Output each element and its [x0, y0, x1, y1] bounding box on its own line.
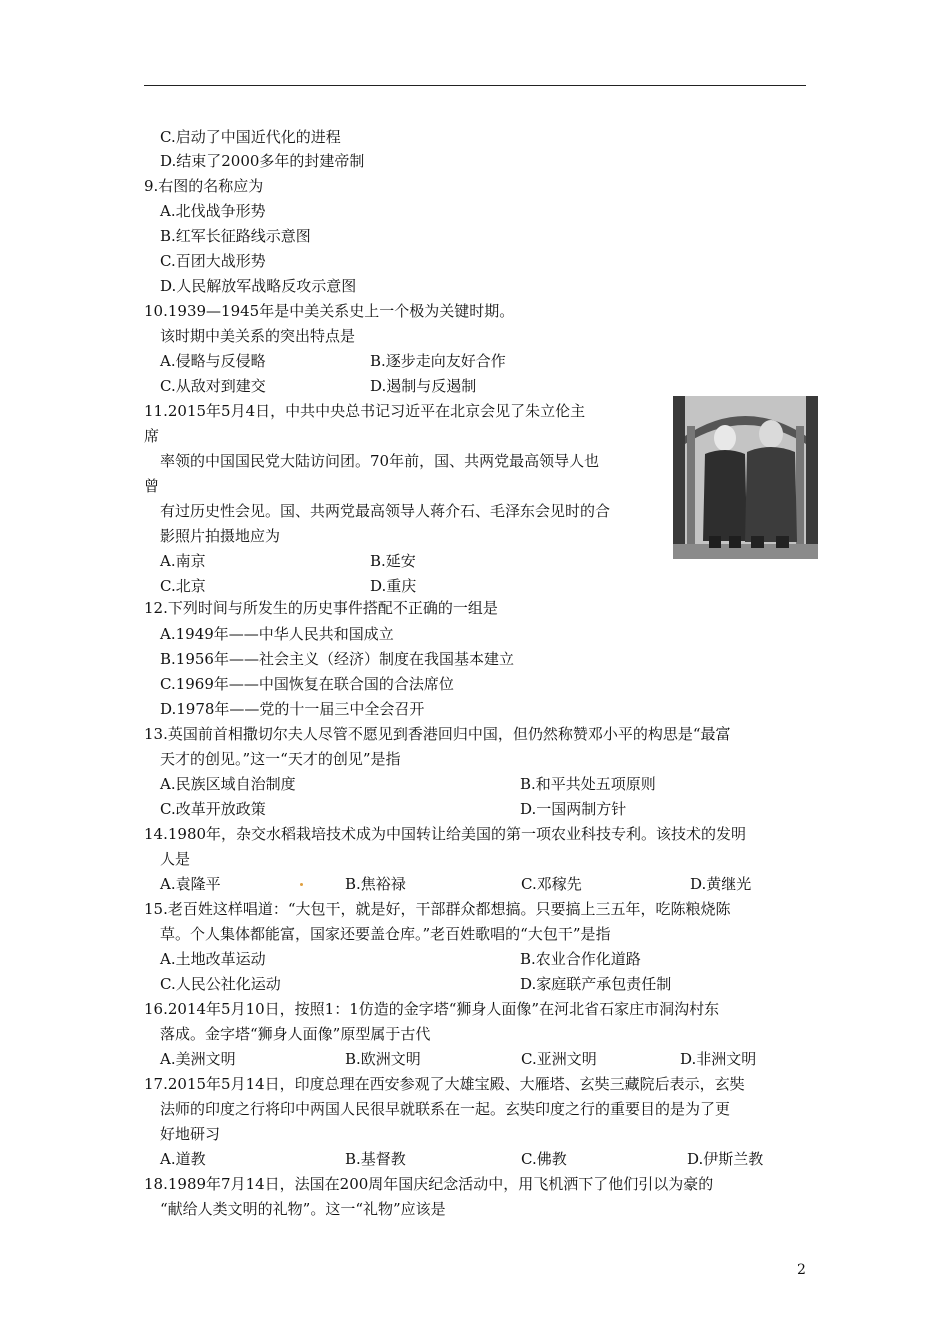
- option-9c: C.百团大战形势: [160, 252, 266, 270]
- question-14-line2: 人是: [160, 850, 191, 868]
- option-10d: D.遏制与反遏制: [370, 377, 477, 395]
- photo-image: [673, 396, 818, 559]
- question-10: 10.1939—1945年是中美关系史上一个极为关键时期。: [144, 302, 515, 320]
- option-13a: A.民族区域自治制度: [160, 775, 296, 793]
- question-9: 9.右图的名称应为: [144, 177, 264, 195]
- header-rule: [144, 85, 806, 86]
- question-12: 12.下列时间与所发生的历史事件搭配不正确的一组是: [144, 599, 498, 617]
- option-11a: A.南京: [160, 552, 206, 570]
- question-14: 14.1980年，杂交水稻栽培技术成为中国转让给美国的第一项农业科技专利。该技术的发明: [144, 825, 747, 843]
- option-17c: C.佛教: [521, 1150, 567, 1168]
- question-11-line2: 席: [144, 427, 160, 445]
- option-12a: A.1949年——中华人民共和国成立: [160, 625, 394, 643]
- option-16a: A.美洲文明: [160, 1050, 236, 1068]
- option-16b: B.欧洲文明: [345, 1050, 421, 1068]
- option-9d: D.人民解放军战略反攻示意图: [160, 277, 357, 295]
- question-17-line2: 法师的印度之行将印中两国人民很早就联系在一起。玄奘印度之行的重要目的是为了更: [160, 1100, 731, 1118]
- option-17a: A.道教: [160, 1150, 206, 1168]
- question-13: 13.英国前首相撒切尔夫人尽管不愿见到香港回归中国，但仍然称赞邓小平的构思是“最富: [144, 725, 731, 743]
- option-8d: D.结束了2000多年的封建帝制: [160, 152, 365, 170]
- question-18: 18.1989年7月14日，法国在200周年国庆纪念活动中，用飞机洒下了他们引以为豪的: [144, 1175, 714, 1193]
- option-14b: B.焦裕禄: [345, 875, 406, 893]
- option-13d: D.一国两制方针: [520, 800, 627, 818]
- option-11d: D.重庆: [370, 577, 417, 595]
- option-10b: B.逐步走向友好合作: [370, 352, 506, 370]
- option-14a: A.袁隆平: [160, 875, 221, 893]
- option-9a: A.北伐战争形势: [160, 202, 266, 220]
- question-11-line3: 率领的中国国民党大陆访问团。70年前，国、共两党最高领导人也: [160, 452, 600, 470]
- option-15b: B.农业合作化道路: [520, 950, 641, 968]
- question-13-line2: 天才的创见。”这一“天才的创见”是指: [160, 750, 401, 768]
- question-11-line5: 有过历史性会见。国、共两党最高领导人蒋介石、毛泽东会见时的合: [160, 502, 611, 520]
- option-15a: A.土地改革运动: [160, 950, 266, 968]
- option-14c: C.邓稼先: [521, 875, 582, 893]
- option-15d: D.家庭联产承包责任制: [520, 975, 672, 993]
- option-16c: C.亚洲文明: [521, 1050, 597, 1068]
- option-15c: C.人民公社化运动: [160, 975, 281, 993]
- option-14d: D.黄继光: [690, 875, 752, 893]
- option-12d: D.1978年——党的十一届三中全会召开: [160, 700, 425, 718]
- option-11c: C.北京: [160, 577, 206, 595]
- option-17b: B.基督教: [345, 1150, 406, 1168]
- option-12c: C.1969年——中国恢复在联合国的合法席位: [160, 675, 454, 693]
- question-11-line6: 影照片拍摄地应为: [160, 527, 281, 545]
- option-9b: B.红军长征路线示意图: [160, 227, 311, 245]
- question-16: 16.2014年5月10日，按照1：1仿造的金字塔“狮身人面像”在河北省石家庄市洞沟村东: [144, 1000, 720, 1018]
- option-12b: B.1956年——社会主义（经济）制度在我国基本建立: [160, 650, 514, 668]
- page-number: 2: [797, 1262, 806, 1278]
- stray-mark: [300, 883, 303, 886]
- option-17d: D.伊斯兰教: [687, 1150, 764, 1168]
- question-17: 17.2015年5月14日，印度总理在西安参观了大雄宝殿、大雁塔、玄奘三藏院后表示，玄奘: [144, 1075, 745, 1093]
- option-11b: B.延安: [370, 552, 416, 570]
- option-10c: C.从敌对到建交: [160, 377, 266, 395]
- option-13c: C.改革开放政策: [160, 800, 266, 818]
- option-13b: B.和平共处五项原则: [520, 775, 656, 793]
- question-15: 15.老百姓这样唱道：“大包干，就是好，干部群众都想搞。只要搞上三五年，吃陈粮烧陈: [144, 900, 731, 918]
- option-10a: A.侵略与反侵略: [160, 352, 266, 370]
- question-15-line2: 草。个人集体都能富，国家还要盖仓库。”老百姓歌唱的“大包干”是指: [160, 925, 611, 943]
- historical-photo: [673, 396, 818, 559]
- question-16-line2: 落成。金字塔“狮身人面像”原型属于古代: [160, 1025, 431, 1043]
- question-17-line3: 好地研习: [160, 1125, 221, 1143]
- option-8c: C.启动了中国近代化的进程: [160, 128, 341, 146]
- question-18-line2: “献给人类文明的礼物”。这一“礼物”应该是: [160, 1200, 446, 1218]
- question-10-line2: 该时期中美关系的突出特点是: [160, 327, 356, 345]
- option-16d: D.非洲文明: [680, 1050, 757, 1068]
- question-11: 11.2015年5月4日，中共中央总书记习近平在北京会见了朱立伦主: [144, 402, 586, 420]
- question-11-line4: 曾: [144, 477, 160, 495]
